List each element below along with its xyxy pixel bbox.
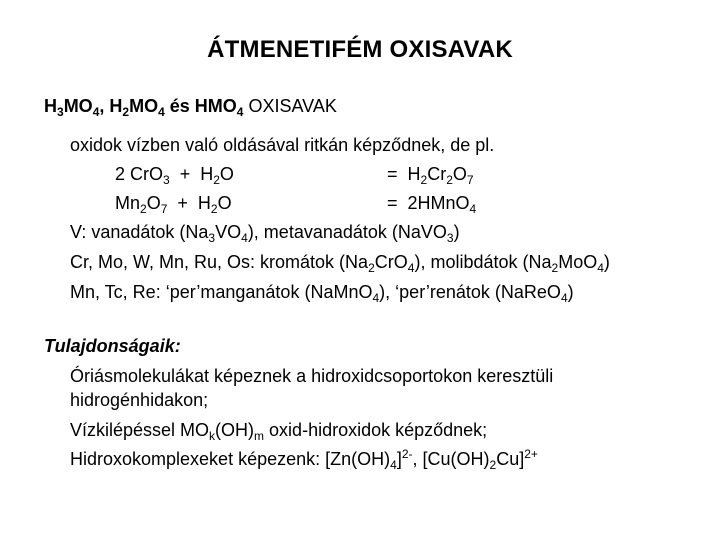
- properties-heading: Tulajdonságaik:: [44, 336, 181, 356]
- property-giant-molecules-cont: hidrogénhidakon;: [70, 390, 209, 410]
- property-hydroxo-complexes: Hidroxokomplexeket képezenk: $[Zn(OH)_4]^{2-}$, $[Cu(OH)_2Cu]^{2+}$: [70, 447, 538, 472]
- equation-chromic-acid-product: = $H_2Cr_2O_7$: [387, 164, 474, 187]
- slide-title: ÁTMENETIFÉM OXISAVAK: [207, 36, 513, 63]
- property-giant-molecules: Óriásmolekulákat képeznek a hidroxidcsoportokon keresztüli: [70, 366, 554, 386]
- equation-permanganic-acid: $Mn_2O_7 + H_2O$: [115, 193, 232, 216]
- equation-permanganic-acid-product: = 2HMnO$_4$: [387, 193, 477, 216]
- section1-heading: $H_3MO_4$, $H_2MO_4$ és $HMO_4$ OXISAVAK: [44, 96, 337, 119]
- permanganate-perrhenate-line: Mn, Tc, Re: ‘per’manganátok (NaMnO$_4$), ‘per’renátok (NaReO$_4$): [70, 282, 574, 305]
- vanadate-line: V: vanadátok $(Na_3VO_4)$, metavanadátok (NaVO$_3$): [70, 222, 460, 245]
- property-dehydration: Vízkilépéssel $MO_k(OH)_m$ oxid-hidroxidok képződnek;: [70, 420, 488, 443]
- intro-text: oxidok vízben való oldásával ritkán képződnek, de pl.: [70, 135, 495, 155]
- chromate-molybdate-line: Cr, Mo, W, Mn, Ru, Os: kromátok $(Na_2CrO_4)$, molibdátok $(Na_2MoO_4)$: [70, 252, 610, 275]
- equation-chromic-acid: 2 $CrO_3 + H_2O$: [115, 164, 234, 187]
